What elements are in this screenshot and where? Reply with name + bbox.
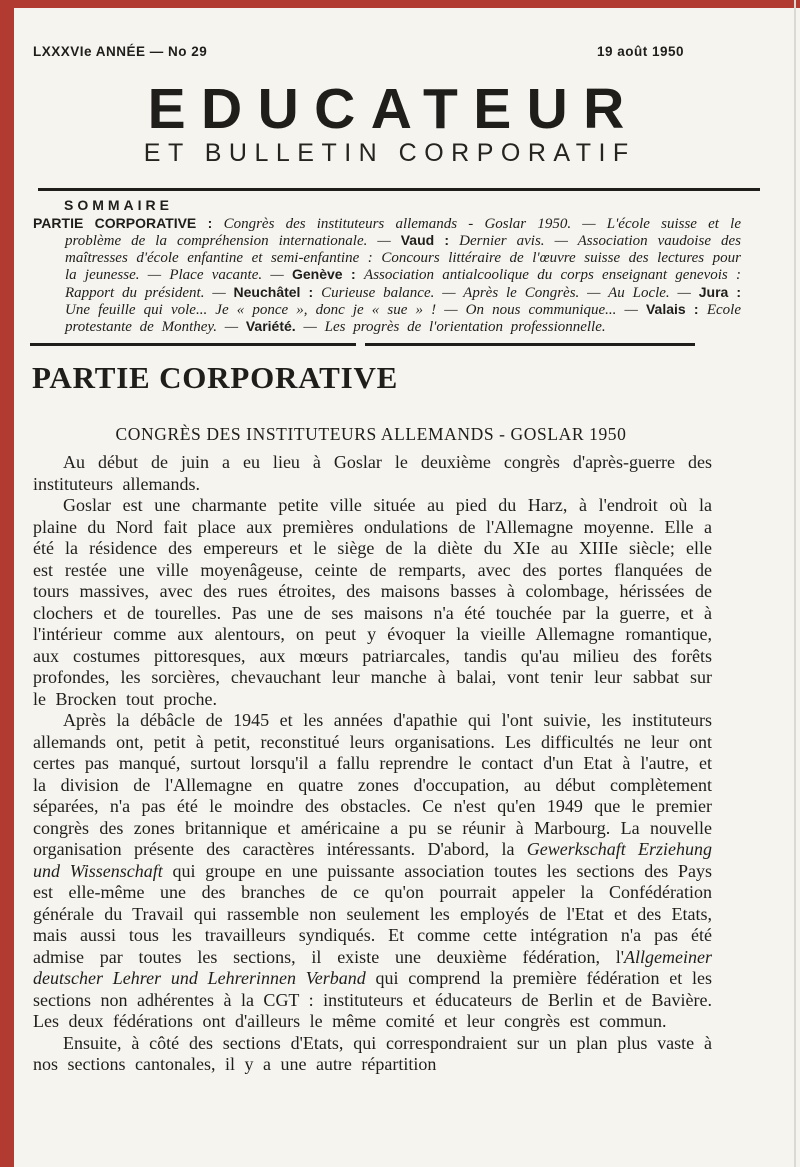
text-run: Gewerkschaft Erziehung und Wissenschaft (33, 839, 713, 881)
publication-subtitle: ET BULLETIN CORPORATIF (143, 139, 636, 167)
text-run: qui comprend la première fédération et les sections non adhérentes à la CGT : instituteurs et éducateurs de Berlin et de Bavière. Les deux fédérations ont d'ailleurs le même comité et leur congrès est commun. (33, 968, 712, 1031)
article-paragraph (33, 710, 712, 1033)
issue-number-label: LXXXVIe ANNÉE — No 29 (33, 44, 208, 59)
text-run: Dernier avis. — Association vaudoise des maîtresses d'école enfantine et semi-enfantine : Concours littéraire de l'œuvre suisse des lectures pour la jeunesse. — Place vacante. — (65, 233, 741, 284)
text-run: Goslar est une charmante petite ville située au pied du Harz, à l'endroit où la plaine du Nord fait place aux premières ondulations de l'Allemagne moyenne. Elle a été la résidence des empereurs et le siège de la diète du XIe au XIIIe siècle; elle est restée une ville moyenâgeuse, ceinte de remparts, avec des portes flanquées de tours massives, avec des rues étroites, des maisons basses à colombage, hérissées de clochers et de tourelles. Pas une de ses maisons n'a été touchée par la guerre, et à l'intérieur comme aux alentours, on peut y évoquer la vieille Allemagne romantique, aux costumes pittoresques, aux mœurs patriarcales, tandis qu'au milieu des forêts profondes, les sorcières, chevauchant leur manche à balai, vont tenir leur sabbat sur le Brocken tout proche. (33, 495, 712, 709)
text-run: Ensuite, à côté des sections d'Etats, qui correspondraient sur un plan plus vaste à nos sections cantonales, il y a une autre répartition (33, 1032, 712, 1074)
scan-edge-shadow (794, 0, 796, 1167)
sommaire-contents (33, 215, 741, 336)
issue-date-label: 19 août 1950 (596, 44, 684, 59)
article-paragraph (33, 452, 712, 495)
article-paragraph (33, 495, 712, 710)
sommaire-heading: SOMMAIRE (64, 197, 173, 213)
text-run: Ecole protestante de Monthey. — (65, 302, 741, 336)
article-title: CONGRÈS DES INSTITUTEURS ALLEMANDS - GOSLAR 1950 (115, 424, 627, 444)
divider-segment-right (365, 343, 695, 346)
text-run: Genève : (291, 266, 365, 283)
text-run: Allgemeiner deutscher Lehrer und Lehrerinnen Verband (33, 946, 712, 988)
red-edge-band-left (0, 0, 14, 1167)
masthead-divider-rule (38, 188, 760, 191)
text-run: qui groupe en une puissante association toutes les sections des Pays est elle-même une des branches de ce qu'on pourrait appeler la Confédération générale du Travail qui rassemble non seulement les employés de l'Etat et des Etats, mais aussi tous les travailleurs syndiqués. Et comme cette intégration n'a pas été admise par toutes les sections, il existe une deuxième fédération, l' (33, 860, 713, 967)
text-run: Valais : (645, 301, 707, 318)
sommaire-divider-rule (30, 343, 710, 346)
text-run: Au début de juin a eu lieu à Goslar le deuxième congrès d'après-guerre des instituteurs allemands. (33, 452, 712, 494)
divider-segment-left (30, 343, 356, 346)
text-run: Après la débâcle de 1945 et les années d'apathie qui l'ont suivie, les instituteurs allemands ont, petit à petit, reconstitué leurs organisations. Les difficultés ne leur ont certes pas manqué, surtout lorsqu'il a fallu reprendre le contact d'un Etat à l'autre, et la division de l'Allemagne en quatre zones d'occupation, au début complètement séparées, n'a pas été le moindre des obstacles. Ce n'est qu'en 1949 que le premier congrès des zones britannique et américaine a pu se réunir à Marbourg. La nouvelle organisation présente des caractères intéressants. D'abord, la (33, 710, 712, 859)
red-edge-band-top (0, 0, 800, 8)
article-paragraph (33, 1033, 712, 1076)
text-run: PARTIE CORPORATIVE : (33, 215, 224, 231)
text-run: — Les progrès de l'orientation professionnelle. (303, 319, 606, 336)
text-run: Variété. (245, 318, 304, 335)
masthead-meta-row (33, 44, 684, 59)
section-heading: PARTIE CORPORATIVE (32, 360, 399, 395)
text-run: Jura : (698, 283, 741, 300)
text-run: Vaud : (400, 232, 460, 249)
text-run: Association antialcoolique du corps enseignant genevois : Rapport du président. — (65, 267, 742, 301)
text-run: Neuchâtel : (233, 283, 322, 300)
publication-title: EDUCATEUR (147, 77, 640, 141)
article-body (33, 452, 712, 1076)
text-run: Une feuille qui vole... Je « ponce », donc je « sue » ! — On nous communique... — (65, 302, 646, 319)
text-run: Congrès des instituteurs allemands - Goslar 1950. — L'école suisse et le problème de la compréhension internationale. — (65, 216, 741, 250)
text-run: Curieuse balance. — Après le Congrès. — Au Locle. — (321, 284, 699, 301)
